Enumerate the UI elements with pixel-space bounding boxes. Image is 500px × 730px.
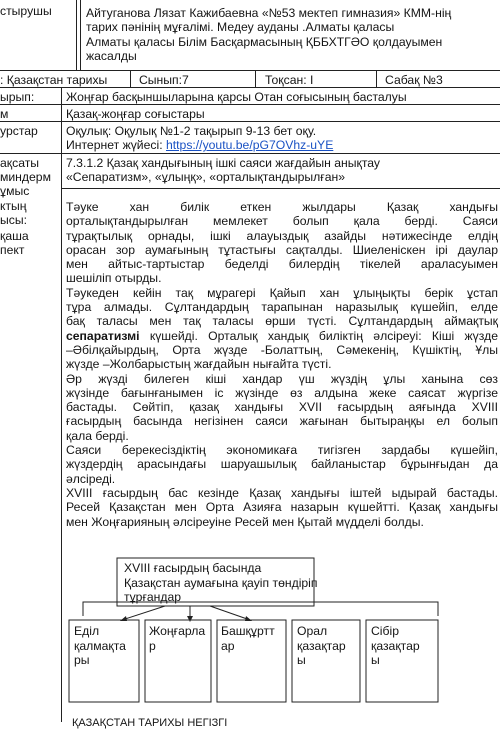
diagram-root-line: XVIII ғасырдың басында xyxy=(124,561,262,575)
text-line: әлсіреді. xyxy=(66,471,116,486)
side-label: пект xyxy=(0,243,25,257)
leaf-siberian-cossacks xyxy=(371,624,420,668)
leaf-line: Орал xyxy=(297,624,328,638)
leaf-line: қазақтар xyxy=(371,638,420,653)
text-line: тұра алмады. Сұлтандардың тарапынан наразылық күшейіп, елде xyxy=(66,300,498,315)
objective-label: ұмыс xyxy=(0,184,30,198)
separatism-term: сепаратизмі xyxy=(66,328,140,343)
diagram-root-line: тұрғандар xyxy=(124,590,182,604)
text-line: бақ таласы мен тақ таласы өрши түсті. Сұлтандардың аймақтық xyxy=(66,314,498,329)
arrow-head xyxy=(187,616,193,622)
separatism-rest: күшейді. Орталық хандық биліктің әлсіреуі: Кіші жүзде xyxy=(139,328,498,343)
text-line: қала берді. xyxy=(66,428,129,443)
leaf-line: р xyxy=(149,638,156,653)
topic-value: Жоңғар басқыншыларына қарсы Отан соғысының басталуы xyxy=(66,90,407,104)
leaf-line: Башқұртт xyxy=(221,624,275,638)
leaf-line: ры xyxy=(74,653,90,667)
text-line: мен Жоңғарияның әлсіреуіне Ресей мен Қытай мүдделі болды. xyxy=(66,514,424,529)
text-line: орталықтандырылған мемлекет болып қала берді. Саяси xyxy=(66,214,498,229)
text-line: Әр жүзді билеген кіші хандар үш жүздің ұлы ханына сөз xyxy=(66,371,498,386)
internet-link[interactable]: https://youtu.be/pG7OVhz-uYE xyxy=(165,138,334,152)
teacher-line: Алматы қаласы Білім Басқармасының ҚББХТГӘО қолдауымен xyxy=(86,34,443,49)
arrow-line xyxy=(210,606,250,620)
text-line: орасан зор аумағының тұтастығы сақталды. Шиеленіскен ірі даулар xyxy=(66,242,498,257)
internet-label: Интернет жүйесі: xyxy=(66,138,166,152)
objective-line: 7.3.1.2 Қазақ хандығының ішкі саяси жағдайын анықтау xyxy=(66,156,381,170)
resources-label: урстар xyxy=(0,124,38,138)
leaf-line: Сібір xyxy=(371,624,399,638)
leaf-line: Жоңғарла xyxy=(149,624,206,638)
leaf-line: қазақтар xyxy=(297,638,346,653)
teacher-label: стырушы xyxy=(0,4,52,18)
side-label: ктың xyxy=(0,199,27,213)
diagram-root-line: Қазақстан аумағына қауіп төндіріп xyxy=(124,575,318,590)
text-line: бастады. Сөйтіп, қазақ хандығы XVII ғасырдың аяғында XVIII xyxy=(66,400,498,415)
text-line: Тәуке хан билік еткен жылдары Қазақ хандығы xyxy=(66,200,498,214)
topic-label: ырып: xyxy=(0,90,35,104)
side-label: қаша xyxy=(0,229,29,243)
text-line: XVIII ғасырдың бас кезінде Қазақ хандығы іштей ыдырай бастады. xyxy=(66,485,498,500)
section-value: Қазақ-жоңғар соғыстары xyxy=(66,107,205,121)
leaf-line: Еділ xyxy=(74,624,100,638)
teacher-line: Айтуганова Лязат Кажибаевна «№53 мектеп гимназия» КММ-нің xyxy=(86,6,452,20)
quarter-label: Тоқсан: I xyxy=(265,73,314,87)
text-line: жүзінде бағынғанымен іс жүзінде өз алдына жеке саясат жүргізе xyxy=(66,385,498,400)
leaf-line: ар xyxy=(221,638,235,653)
resources-value: Оқулық: Оқулық №1-2 тақырып 9-13 бет оқу. xyxy=(66,124,317,138)
teacher-line: тарих пәнінің мұғалімі. Медеу ауданы .Алматы қаласы xyxy=(86,20,395,35)
objective-label: миндерм xyxy=(0,170,51,184)
grade-label: Сынып:7 xyxy=(139,73,189,87)
subject-label: : Қазақстан тарихы xyxy=(0,73,108,87)
lesson-label: Сабақ №3 xyxy=(385,73,443,87)
objective-label: ақсаты xyxy=(0,156,40,170)
text-line: –Әбілқайырдың, Орта жүзде -Болаттың, Сәмекенің, Күшіктің, Ұлы xyxy=(66,342,498,357)
section-label: м xyxy=(0,107,9,121)
objective-line: «Сепаратизм», «ұлыңқ», «орталықтандырылған» xyxy=(66,170,345,184)
text-line: жүздердің арасындағы шаруашылық байланыстар бұрынғыдан да xyxy=(66,457,498,472)
text-line: жүзде –Жолбарыстың жағдайын нығайта түсті. xyxy=(66,357,332,372)
text-line: мен айтыс-тартыстар беделді билердің тікелей араласуымен xyxy=(66,257,498,272)
diagram-root xyxy=(124,561,317,605)
footer-cut-text: ҚАЗАҚСТАН ТАРИХЫ НЕГІЗГІ xyxy=(72,717,228,729)
leaf-edil-kalmaks xyxy=(74,624,126,668)
leaf-line: қалмақта xyxy=(74,638,126,653)
text-line: Саяси берекесіздіктің экономикаға тигізген зардабы күшейіп, xyxy=(66,443,498,458)
text-line: Тәукеден кейін тақ мұрагері Қайып хан ұлыңықты берік ұстап xyxy=(66,285,498,300)
arrow-line xyxy=(122,606,165,620)
leaf-bashkirs xyxy=(221,624,275,653)
text-line: шешіліп отырды. xyxy=(66,271,162,286)
leaf-line: ы xyxy=(371,653,380,667)
teacher-line: жасалды xyxy=(86,48,137,63)
text-line: тұрақтылық орнады, ішкі алауыздық азайды нәтижесінде елдің xyxy=(66,228,498,243)
leaf-dzungars xyxy=(149,624,205,653)
side-label: ысы: xyxy=(0,213,27,227)
text-line: Ресей Қазақстан мен Орта Азияға назарын күшейтті. Қазақ хандығы xyxy=(66,500,498,515)
text-line: ғасырдың басында негізінен саяси жағынан бытыраңқы ел болып xyxy=(66,414,498,429)
leaf-line: ы xyxy=(297,653,306,667)
leaf-ural-cossacks xyxy=(297,624,346,668)
